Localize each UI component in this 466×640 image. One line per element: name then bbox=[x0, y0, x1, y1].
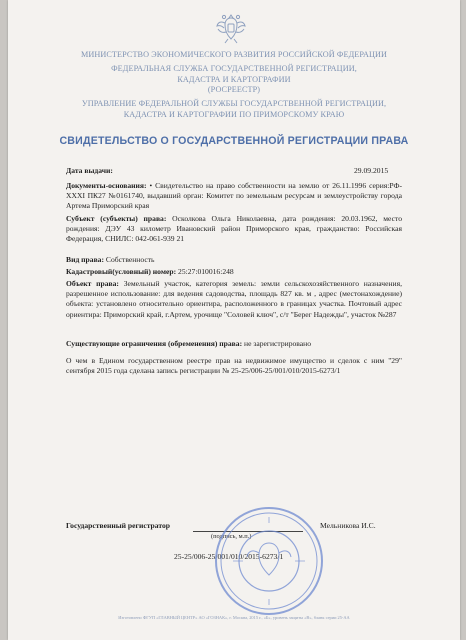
agency-line-3: (РОСРЕЕСТР) bbox=[207, 85, 261, 94]
registry-record-note: О чем в Едином государственном реестре прав на недвижимое имущество и сделок с ним "29" сентября 2015 года сделана запись регистрации № 25-25/006-25/001/010/2015-6273/1 bbox=[66, 356, 402, 376]
ministry-heading bbox=[8, 50, 460, 61]
right-type bbox=[66, 255, 155, 265]
department-line-1: УПРАВЛЕНИЕ ФЕДЕРАЛЬНОЙ СЛУЖБЫ ГОСУДАРСТВЕННОЙ РЕГИСТРАЦИИ, bbox=[81, 99, 387, 108]
restrictions-label: Существующие ограничения (обременения) права: bbox=[66, 339, 243, 348]
agency-heading bbox=[8, 64, 460, 96]
agency-line-1: ФЕДЕРАЛЬНАЯ СЛУЖБА ГОСУДАРСТВЕННОЙ РЕГИСТРАЦИИ, bbox=[111, 64, 357, 73]
official-seal-stamp bbox=[213, 505, 325, 617]
right-object bbox=[66, 279, 402, 320]
double-headed-eagle-emblem-icon bbox=[215, 11, 247, 45]
cadastral-number-value: 25:27:010016:248 bbox=[176, 267, 234, 276]
rights-holder-label: Субъект (субъекты) права: bbox=[66, 214, 167, 223]
signature-caption: (подпись, м.п.) bbox=[211, 533, 252, 540]
registrar-name: Мельникова И.С. bbox=[320, 521, 376, 530]
print-footer: Изготовлено ФГУП «ГЛАВНЫЙ ЦЕНТР» АО «ГОЗНАК», г. Москва, 2015 г., «Б», уровень защиты «В», бланк серии 25-АА bbox=[118, 615, 350, 620]
cadastral-number-label: Кадастровый(условный) номер: bbox=[66, 267, 177, 276]
agency-line-2: КАДАСТРА И КАРТОГРАФИИ bbox=[177, 74, 291, 84]
ministry-line: МИНИСТЕРСТВО ЭКОНОМИЧЕСКОГО РАЗВИТИЯ РОССИЙСКОЙ ФЕДЕРАЦИИ bbox=[80, 50, 388, 59]
documents-basis bbox=[66, 181, 402, 212]
registrar-label: Государственный регистратор bbox=[66, 521, 171, 530]
department-line-2: КАДАСТРА И КАРТОГРАФИИ ПО ПРИМОРСКОМУ КРАЮ bbox=[123, 109, 345, 119]
rights-holder-text: Осколкова Ольга Николаевна, дата рождения: 20.03.1962, место рождения: ДЭУ 43 километр Ивановский район Приморского края, гражданство: Российская Федерация, СНИЛС: 042-061-939 21 bbox=[66, 214, 402, 244]
documents-basis-label: Документы-основания: bbox=[66, 181, 147, 190]
documents-basis-text: • Свидетельство на право собственности на землю от 26.11.1996 серия:РФ-XXXI ПК27 №0161740, выдавший орган: Комитет по земельным ресурсам и землеустройству города Артема Приморский края bbox=[66, 181, 402, 211]
restrictions bbox=[66, 339, 311, 349]
document-title: СВИДЕТЕЛЬСТВО О ГОСУДАРСТВЕННОЙ РЕГИСТРАЦИИ ПРАВА bbox=[59, 135, 409, 147]
certificate-sheet bbox=[8, 0, 460, 640]
issue-date-label: Дата выдачи: bbox=[66, 166, 113, 175]
background-watermark bbox=[68, 440, 408, 510]
restrictions-value: не зарегистрировано bbox=[242, 339, 312, 348]
record-number: 25-25/006-25/001/010/2015-6273/1 bbox=[174, 552, 284, 561]
issue-date-value: 29.09.2015 bbox=[354, 166, 389, 175]
right-object-label: Объект права: bbox=[66, 279, 119, 288]
department-heading bbox=[8, 99, 460, 120]
rights-holder bbox=[66, 214, 402, 245]
right-type-label: Вид права: bbox=[66, 255, 105, 264]
right-object-text: Земельный участок, категория земель: земли сельскохозяйственного назначения, разрешенное использование: для ведения садоводства, площадь 827 кв. м , адрес (местонахождение) объекта: установлено относительно ориентира, расположенного в границах участка. Почтовый адрес ориентира: Приморский край, г.Артем, урочище "Соловей ключ", с/т "Берег Надежды", участок №287 bbox=[66, 279, 403, 319]
right-type-value: Собственность bbox=[104, 255, 155, 264]
cadastral-number bbox=[66, 267, 234, 277]
